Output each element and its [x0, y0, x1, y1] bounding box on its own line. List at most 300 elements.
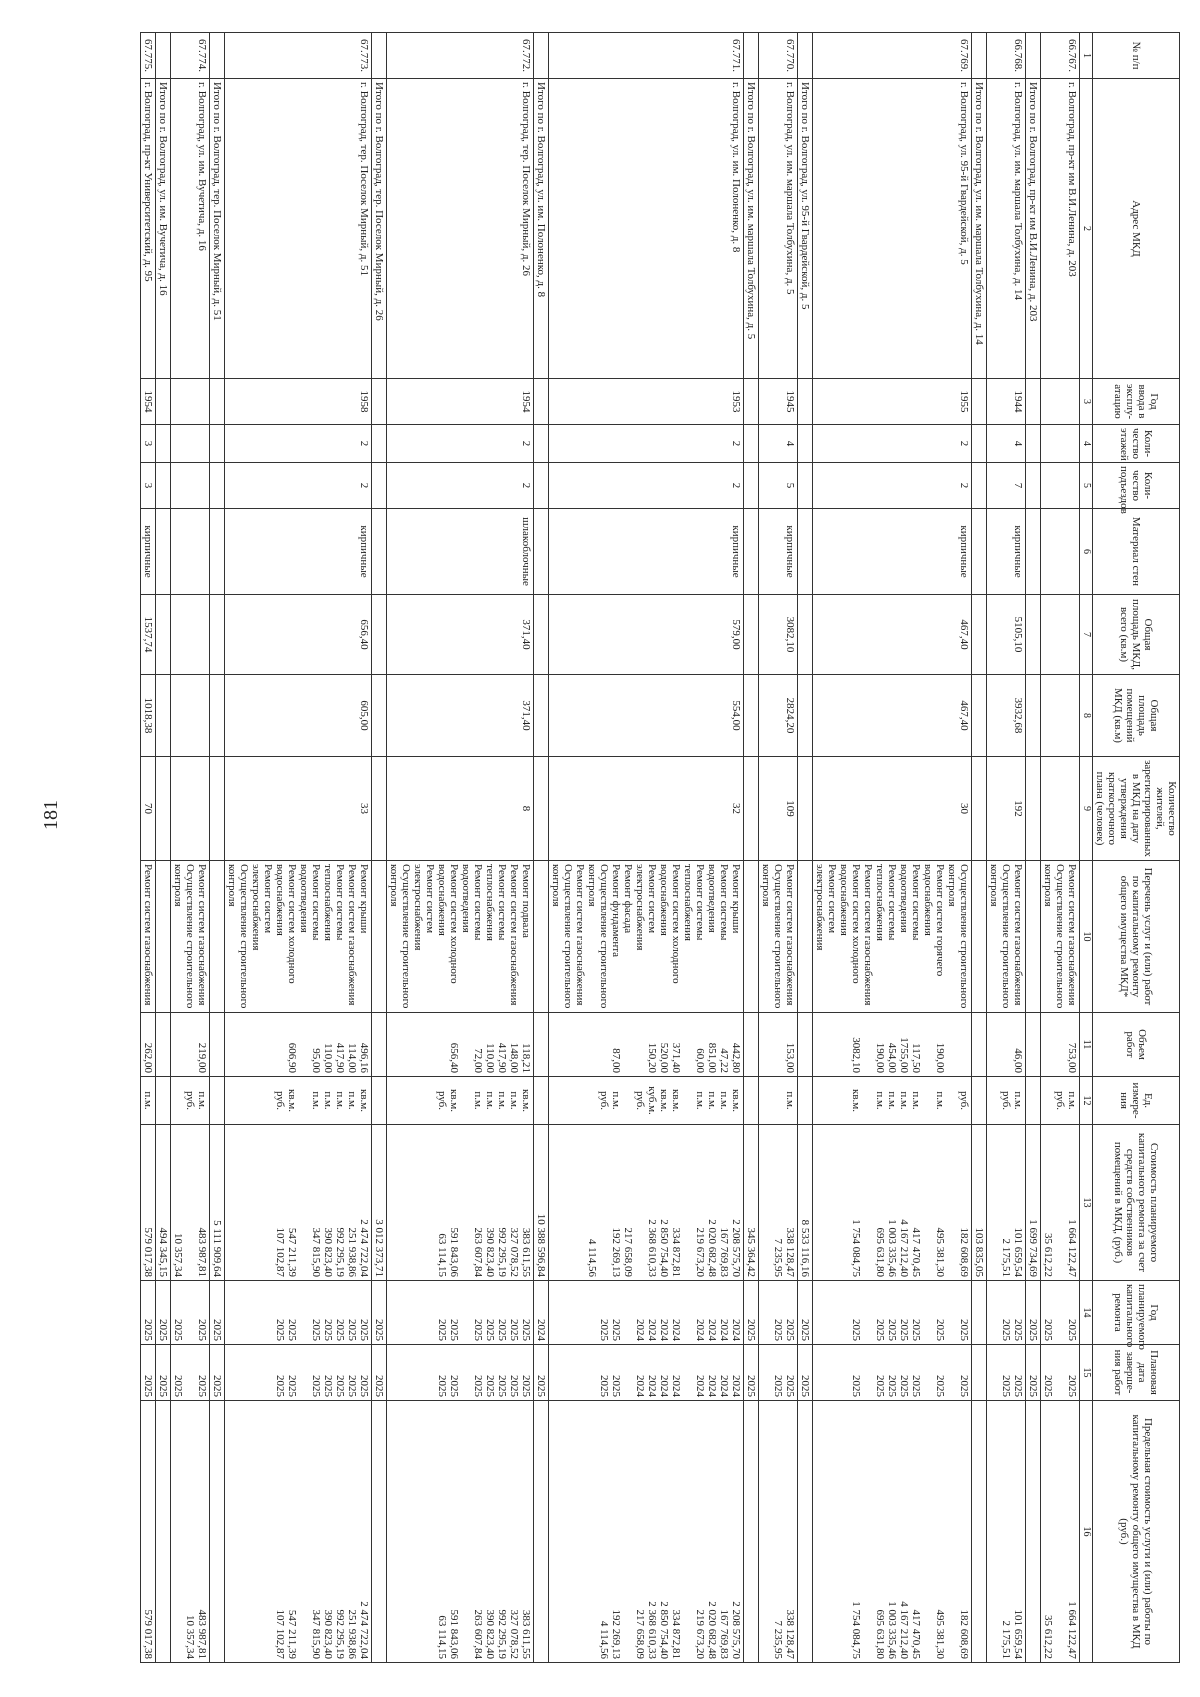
planned-year-line: 2025: [172, 1319, 184, 1341]
unit: [972, 1077, 987, 1125]
unit-line: руб.: [1000, 1090, 1012, 1111]
planned-cost-line: 10 357,34: [172, 1233, 184, 1277]
residents: [156, 757, 171, 861]
limit-cost-line: 390 823,40: [322, 1609, 334, 1659]
column-number: 5: [1080, 463, 1093, 509]
entrances: [210, 463, 225, 509]
planned-cost-line: 8 533 116,16: [799, 1219, 811, 1277]
completion-year-line: 2025: [508, 1375, 520, 1397]
planned-cost-line: 182 608,69: [958, 1227, 970, 1277]
completion-year-line: 2025: [172, 1375, 184, 1397]
planned-cost-line: 417 470,45: [910, 1227, 922, 1277]
completion-year-line: 2024: [694, 1375, 706, 1397]
work-volume-line: [184, 1016, 196, 1073]
work-volume-line: [157, 1016, 169, 1073]
premises-area: [798, 675, 813, 757]
entrances: [744, 463, 759, 509]
planned-year-line: 2025: [496, 1319, 508, 1341]
works-list-line: Ремонт систем электроснабжения: [814, 864, 838, 951]
limit-cost-line: [922, 1404, 934, 1659]
unit-line: руб.: [598, 1090, 610, 1111]
works-list-line: Ремонт подвала: [520, 864, 532, 938]
planned-year-line: 2025: [448, 1319, 460, 1341]
completion-year: [156, 1345, 171, 1401]
planned-year: [744, 1281, 759, 1345]
limit-cost-line: 263 607,84: [472, 1609, 484, 1659]
unit-line: руб.: [634, 1090, 646, 1111]
planned-cost-line: [424, 1128, 436, 1277]
work-volume-line: [298, 1016, 310, 1073]
residents: 30: [813, 757, 972, 861]
works-list: [210, 861, 225, 1013]
limit-cost-line: [862, 1404, 874, 1659]
completion-year: [549, 1345, 744, 1401]
floors: [534, 425, 549, 463]
planned-year: [759, 1281, 798, 1345]
year-built: [1041, 379, 1080, 425]
wall-material: кирпичные: [225, 509, 372, 595]
planned-year-line: [988, 1284, 1000, 1341]
limit-cost-line: 334 872,81: [670, 1609, 682, 1659]
premises-area: 605,00: [225, 675, 372, 757]
planned-year-line: [760, 1284, 772, 1341]
works-list-line: [535, 864, 547, 1009]
unit-line: п.м.: [322, 1091, 334, 1110]
planned-year-line: 2024: [694, 1319, 706, 1341]
address: г. Волгоград, ул. 95-й Гвардейской, д. 5: [813, 79, 972, 379]
planned-cost-line: 1 003 335,46: [886, 1219, 898, 1277]
work-volume-line: 72,00: [472, 1048, 484, 1073]
completion-year: [534, 1345, 549, 1401]
residents: [372, 757, 387, 861]
column-header: Год планируемого капитального ремонта: [1093, 1281, 1180, 1345]
limit-cost: [972, 1401, 987, 1663]
works-list-line: Ремонт систем холодного: [850, 864, 862, 984]
wall-material: кирпичные: [759, 509, 798, 595]
work-volume: [987, 1013, 1026, 1077]
planned-cost-line: 101 659,54: [1012, 1227, 1024, 1277]
limit-cost-line: 10 357,34: [184, 1615, 196, 1659]
residents: [744, 757, 759, 861]
unit: [141, 1077, 156, 1125]
total-area: [798, 595, 813, 675]
limit-cost-line: [760, 1404, 772, 1659]
planned-cost-line: 251 938,86: [346, 1227, 358, 1277]
wall-material: [798, 509, 813, 595]
address: г. Волгоград, пр-кт Университетский, д. 95: [141, 79, 156, 379]
limit-cost: [798, 1401, 813, 1663]
limit-cost: [1026, 1401, 1041, 1663]
limit-cost: [387, 1401, 534, 1663]
limit-cost-line: 1 664 122,47: [1066, 1601, 1078, 1659]
limit-cost-line: 2 368 610,33: [646, 1601, 658, 1659]
planned-year-line: [682, 1284, 694, 1341]
address: г. Волгоград, тер. Поселок Мирный, д. 51: [225, 79, 372, 379]
planned-cost: [210, 1125, 225, 1281]
unit-line: п.м.: [934, 1091, 946, 1110]
unit-line: [973, 1080, 985, 1121]
limit-cost-line: 2 020 682,48: [706, 1601, 718, 1659]
limit-cost-line: 547 211,39: [286, 1609, 298, 1659]
planned-cost-line: 347 815,90: [310, 1227, 322, 1277]
works-list-line: Осуществление строительного: [1054, 864, 1066, 1009]
works-list-line: Ремонт системы теплоснабжения: [682, 864, 706, 941]
works-list-line: [799, 864, 811, 1009]
works-list-line: Ремонт систем газоснабжения: [508, 864, 520, 1006]
completion-year: [1026, 1345, 1041, 1401]
residents: 109: [759, 757, 798, 861]
work-volume: [171, 1013, 210, 1077]
entrances: [798, 463, 813, 509]
planned-year-line: 2024: [535, 1319, 547, 1341]
works-list-line: Ремонт крыши: [730, 864, 742, 934]
address: Итого по г. Волгоград, ул. им. Полоненко, д. 8: [534, 79, 549, 379]
row-number: 66.767.: [1041, 33, 1080, 79]
unit-line: п.м.: [694, 1091, 706, 1110]
works-list-line: [157, 864, 169, 1009]
planned-year-line: 2025: [1066, 1319, 1078, 1341]
work-volume-line: [862, 1016, 874, 1073]
wall-material: шлакоблочные: [387, 509, 534, 595]
residents: [1041, 757, 1080, 861]
works-list: [171, 861, 210, 1013]
works-list: [549, 861, 744, 1013]
completion-year-line: 2025: [1066, 1375, 1078, 1397]
works-list-line: [211, 864, 223, 1009]
planned-cost-line: 327 078,52: [508, 1227, 520, 1277]
work-volume-line: 47,22: [718, 1048, 730, 1073]
floors: [1026, 425, 1041, 463]
unit-line: [1027, 1080, 1039, 1121]
works-list: [225, 861, 372, 1013]
work-volume-line: 371,40: [670, 1042, 682, 1073]
work-volume-line: [745, 1016, 757, 1073]
works-list-line: водоснабжения: [922, 864, 934, 936]
work-volume-line: [1042, 1016, 1054, 1073]
unit-line: кв.м.: [520, 1089, 532, 1112]
limit-cost-line: 107 102,87: [274, 1609, 286, 1659]
works-list-line: Ремонт крыши: [358, 864, 370, 934]
planned-cost: [372, 1125, 387, 1281]
planned-cost-line: 2 175,51: [1000, 1238, 1012, 1277]
total-area: 3082,10: [759, 595, 798, 675]
completion-year-line: 2025: [436, 1375, 448, 1397]
premises-area: [171, 675, 210, 757]
completion-year-line: [988, 1348, 1000, 1397]
planned-cost-line: 263 607,84: [472, 1227, 484, 1277]
planned-year-line: 2025: [274, 1319, 286, 1341]
wall-material: кирпичные: [987, 509, 1026, 595]
planned-year-line: 2025: [874, 1319, 886, 1341]
limit-cost: [372, 1401, 387, 1663]
planned-cost-line: 7 235,95: [772, 1238, 784, 1277]
planned-year: [210, 1281, 225, 1345]
work-volume-line: 190,00: [874, 1042, 886, 1073]
completion-year-line: 2025: [1000, 1375, 1012, 1397]
floors: [210, 425, 225, 463]
completion-year-line: 2024: [706, 1375, 718, 1397]
work-volume-line: 60,00: [694, 1048, 706, 1073]
limit-cost: [534, 1401, 549, 1663]
limit-cost-line: [946, 1404, 958, 1659]
completion-year-line: 2025: [745, 1375, 757, 1397]
work-volume-line: [922, 1016, 934, 1073]
completion-year: [387, 1345, 534, 1401]
work-volume-line: 454,00: [886, 1042, 898, 1073]
planned-year-line: [460, 1284, 472, 1341]
completion-year-line: [424, 1348, 436, 1397]
column-header: Перечень услуг и (или) работ по капитальному ремонту общего имущества МКД*: [1093, 861, 1180, 1013]
total-area: [156, 595, 171, 675]
works-list-line: Ремонт фундамента: [610, 864, 622, 958]
column-number: 4: [1080, 425, 1093, 463]
column-header: Предельная стоимость услуги и (или) работы по капитальному ремонту общего имущества в МКД (руб.): [1093, 1401, 1180, 1663]
year-built: 1953: [549, 379, 744, 425]
unit: [171, 1077, 210, 1125]
unit-line: кв.м.: [670, 1089, 682, 1112]
planned-year-line: [622, 1284, 634, 1341]
limit-cost: [1041, 1401, 1080, 1663]
limit-cost-line: 338 128,47: [784, 1609, 796, 1659]
unit-line: п.м.: [484, 1091, 496, 1110]
rotated-page: [50, 32, 1180, 1662]
limit-cost-line: 992 295,19: [496, 1609, 508, 1659]
completion-year-line: [760, 1348, 772, 1397]
unit: [549, 1077, 744, 1125]
row-number: [534, 33, 549, 79]
column-header: Общая площадь МКД, всего (кв.м): [1093, 595, 1180, 675]
year-built: [1026, 379, 1041, 425]
repair-plan-table: [140, 32, 1180, 1663]
unit-line: п.м.: [334, 1091, 346, 1110]
completion-year-line: 2025: [910, 1375, 922, 1397]
premises-area: [1041, 675, 1080, 757]
completion-year-line: 2025: [142, 1375, 154, 1397]
planned-cost-line: 390 823,40: [484, 1227, 496, 1277]
total-area: [972, 595, 987, 675]
planned-year-line: 2025: [472, 1319, 484, 1341]
address: г. Волгоград, ул. им. Полоненко, д. 8: [549, 79, 744, 379]
completion-year-line: 2025: [358, 1375, 370, 1397]
table-row: [171, 33, 210, 1663]
row-number: 67.772.: [387, 33, 534, 79]
works-list-line: Ремонт систем электроснабжения: [412, 864, 436, 951]
planned-year-line: 2025: [610, 1319, 622, 1341]
table-row: [1041, 33, 1080, 1663]
works-list: [141, 861, 156, 1013]
limit-cost-line: 2 474 722,04: [358, 1601, 370, 1659]
year-built: 1958: [225, 379, 372, 425]
planned-year-line: 2025: [286, 1319, 298, 1341]
planned-year-line: 2024: [670, 1319, 682, 1341]
address: г. Волгоград, пр-кт им В.И.Ленина, д. 203: [1041, 79, 1080, 379]
completion-year-line: 2025: [286, 1375, 298, 1397]
header-row: [1093, 33, 1180, 1663]
premises-area: 3932,68: [987, 675, 1026, 757]
column-header: Ед. измере-ния: [1093, 1077, 1180, 1125]
unit-line: куб.м.: [646, 1086, 658, 1115]
works-list-line: Осуществление строительного: [958, 864, 970, 1009]
column-header: Плановая дата заверше-ния работ: [1093, 1345, 1180, 1401]
planned-cost-line: 483 987,81: [196, 1227, 208, 1277]
limit-cost-line: 495 381,30: [934, 1609, 946, 1659]
planned-cost: [798, 1125, 813, 1281]
works-list-line: Ремонт систем горячего: [934, 864, 946, 977]
column-number: 1: [1080, 33, 1093, 79]
work-volume-line: 110,00: [484, 1043, 496, 1073]
works-list-line: водоснабжения: [838, 864, 850, 936]
planned-year-line: [1054, 1284, 1066, 1341]
completion-year: [798, 1345, 813, 1401]
total-area: 371,40: [387, 595, 534, 675]
limit-cost-line: 390 823,40: [484, 1609, 496, 1659]
total-area: 5105,10: [987, 595, 1026, 675]
floors: 3: [141, 425, 156, 463]
wall-material: [744, 509, 759, 595]
planned-cost-line: 10 388 596,84: [535, 1213, 547, 1277]
row-number: [798, 33, 813, 79]
limit-cost: [210, 1401, 225, 1663]
unit: [225, 1077, 372, 1125]
row-number: [156, 33, 171, 79]
row-number: [972, 33, 987, 79]
completion-year-line: [973, 1348, 985, 1397]
works-list-line: Ремонт систем газоснабжения: [196, 864, 208, 1006]
limit-cost-line: [298, 1404, 310, 1659]
planned-cost-line: 494 345,15: [157, 1227, 169, 1277]
total-area: 1537,74: [141, 595, 156, 675]
planned-year: [171, 1281, 210, 1345]
planned-year-line: 2025: [373, 1319, 385, 1341]
completion-year-line: [298, 1348, 310, 1397]
planned-year-line: [262, 1284, 274, 1341]
planned-year-line: 2025: [1042, 1319, 1054, 1341]
completion-year-line: [946, 1348, 958, 1397]
completion-year-line: [922, 1348, 934, 1397]
works-list-line: Ремонт системы водоотведения: [298, 864, 322, 941]
planned-cost-line: [634, 1128, 646, 1277]
limit-cost-line: 2 208 575,70: [730, 1601, 742, 1659]
residents: 33: [225, 757, 372, 861]
total-area: [372, 595, 387, 675]
unit-line: п.м.: [142, 1091, 154, 1110]
completion-year-line: 2025: [799, 1375, 811, 1397]
planned-year-line: [298, 1284, 310, 1341]
column-number: 14: [1080, 1281, 1093, 1345]
limit-cost-line: [745, 1404, 757, 1659]
entrances: [972, 463, 987, 509]
limit-cost: [549, 1401, 744, 1663]
work-volume-line: [598, 1016, 610, 1073]
planned-cost-line: [862, 1128, 874, 1277]
year-built: [534, 379, 549, 425]
works-list-line: Ремонт систем газоснабжения: [1012, 864, 1024, 1006]
limit-cost-line: [157, 1404, 169, 1659]
works-list-line: Ремонт систем холодного: [448, 864, 460, 984]
planned-year-line: 2025: [196, 1319, 208, 1341]
unit: [387, 1077, 534, 1125]
limit-cost-line: 2 175,51: [1000, 1620, 1012, 1659]
floors: 2: [549, 425, 744, 463]
table-row: [372, 33, 387, 1663]
row-number: 67.774.: [171, 33, 210, 79]
year-built: 1954: [387, 379, 534, 425]
planned-cost-line: 35 612,22: [1042, 1233, 1054, 1277]
planned-cost: [141, 1125, 156, 1281]
entrances: 2: [225, 463, 372, 509]
completion-year-line: 2025: [784, 1375, 796, 1397]
wall-material: [210, 509, 225, 595]
column-number: 15: [1080, 1345, 1093, 1401]
works-list-line: контроля: [760, 864, 772, 907]
work-volume-line: 219,00: [196, 1042, 208, 1073]
work-volume-line: 753,00: [1066, 1042, 1078, 1073]
unit-line: п.м.: [706, 1091, 718, 1110]
work-volume-line: [211, 1016, 223, 1073]
limit-cost-line: 483 987,81: [196, 1609, 208, 1659]
unit-line: п.м.: [898, 1091, 910, 1110]
unit-line: [1042, 1080, 1054, 1121]
works-list-line: Осуществление строительного: [772, 864, 784, 1009]
unit-line: кв.м.: [286, 1089, 298, 1112]
limit-cost-line: 251 938,86: [346, 1609, 358, 1659]
work-volume-line: 148,00: [508, 1042, 520, 1073]
work-volume-line: [946, 1016, 958, 1073]
row-number: 67.770.: [759, 33, 798, 79]
unit: [156, 1077, 171, 1125]
planned-year-line: 2024: [658, 1319, 670, 1341]
work-volume-line: 153,00: [784, 1042, 796, 1073]
works-list-line: контроля: [1042, 864, 1054, 907]
wall-material: кирпичные: [813, 509, 972, 595]
limit-cost-line: 182 608,69: [958, 1609, 970, 1659]
work-volume-line: [772, 1016, 784, 1073]
floors: [798, 425, 813, 463]
total-area: 579,00: [549, 595, 744, 675]
work-volume-line: 110,00: [322, 1043, 334, 1073]
limit-cost-line: 63 114,15: [436, 1615, 448, 1659]
residents: [1026, 757, 1041, 861]
column-header: Общая площадь помещений МКД (кв.м): [1093, 675, 1180, 757]
work-volume: [534, 1013, 549, 1077]
column-number: 9: [1080, 757, 1093, 861]
completion-year-line: 2025: [934, 1375, 946, 1397]
planned-cost-line: [760, 1128, 772, 1277]
planned-cost-line: 3 012 373,71: [373, 1219, 385, 1277]
planned-cost-line: 695 631,80: [874, 1227, 886, 1277]
works-list-line: Ремонт систем газоснабжения: [346, 864, 358, 1006]
planned-cost-line: 2 020 682,48: [706, 1219, 718, 1277]
residents: 32: [549, 757, 744, 861]
entrances: [534, 463, 549, 509]
works-list-line: контроля: [586, 864, 598, 907]
completion-year-line: 2025: [958, 1375, 970, 1397]
premises-area: [744, 675, 759, 757]
total-area: [1041, 595, 1080, 675]
planned-cost-line: 167 769,83: [718, 1227, 730, 1277]
completion-year: [171, 1345, 210, 1401]
table-row: [141, 33, 156, 1663]
planned-cost: [156, 1125, 171, 1281]
floors: 4: [759, 425, 798, 463]
planned-year-line: 2025: [850, 1319, 862, 1341]
row-number: 67.773.: [225, 33, 372, 79]
limit-cost: [225, 1401, 372, 1663]
entrances: [171, 463, 210, 509]
completion-year-line: 2024: [718, 1375, 730, 1397]
unit: [798, 1077, 813, 1125]
works-list-line: Осуществление строительного: [598, 864, 610, 1009]
